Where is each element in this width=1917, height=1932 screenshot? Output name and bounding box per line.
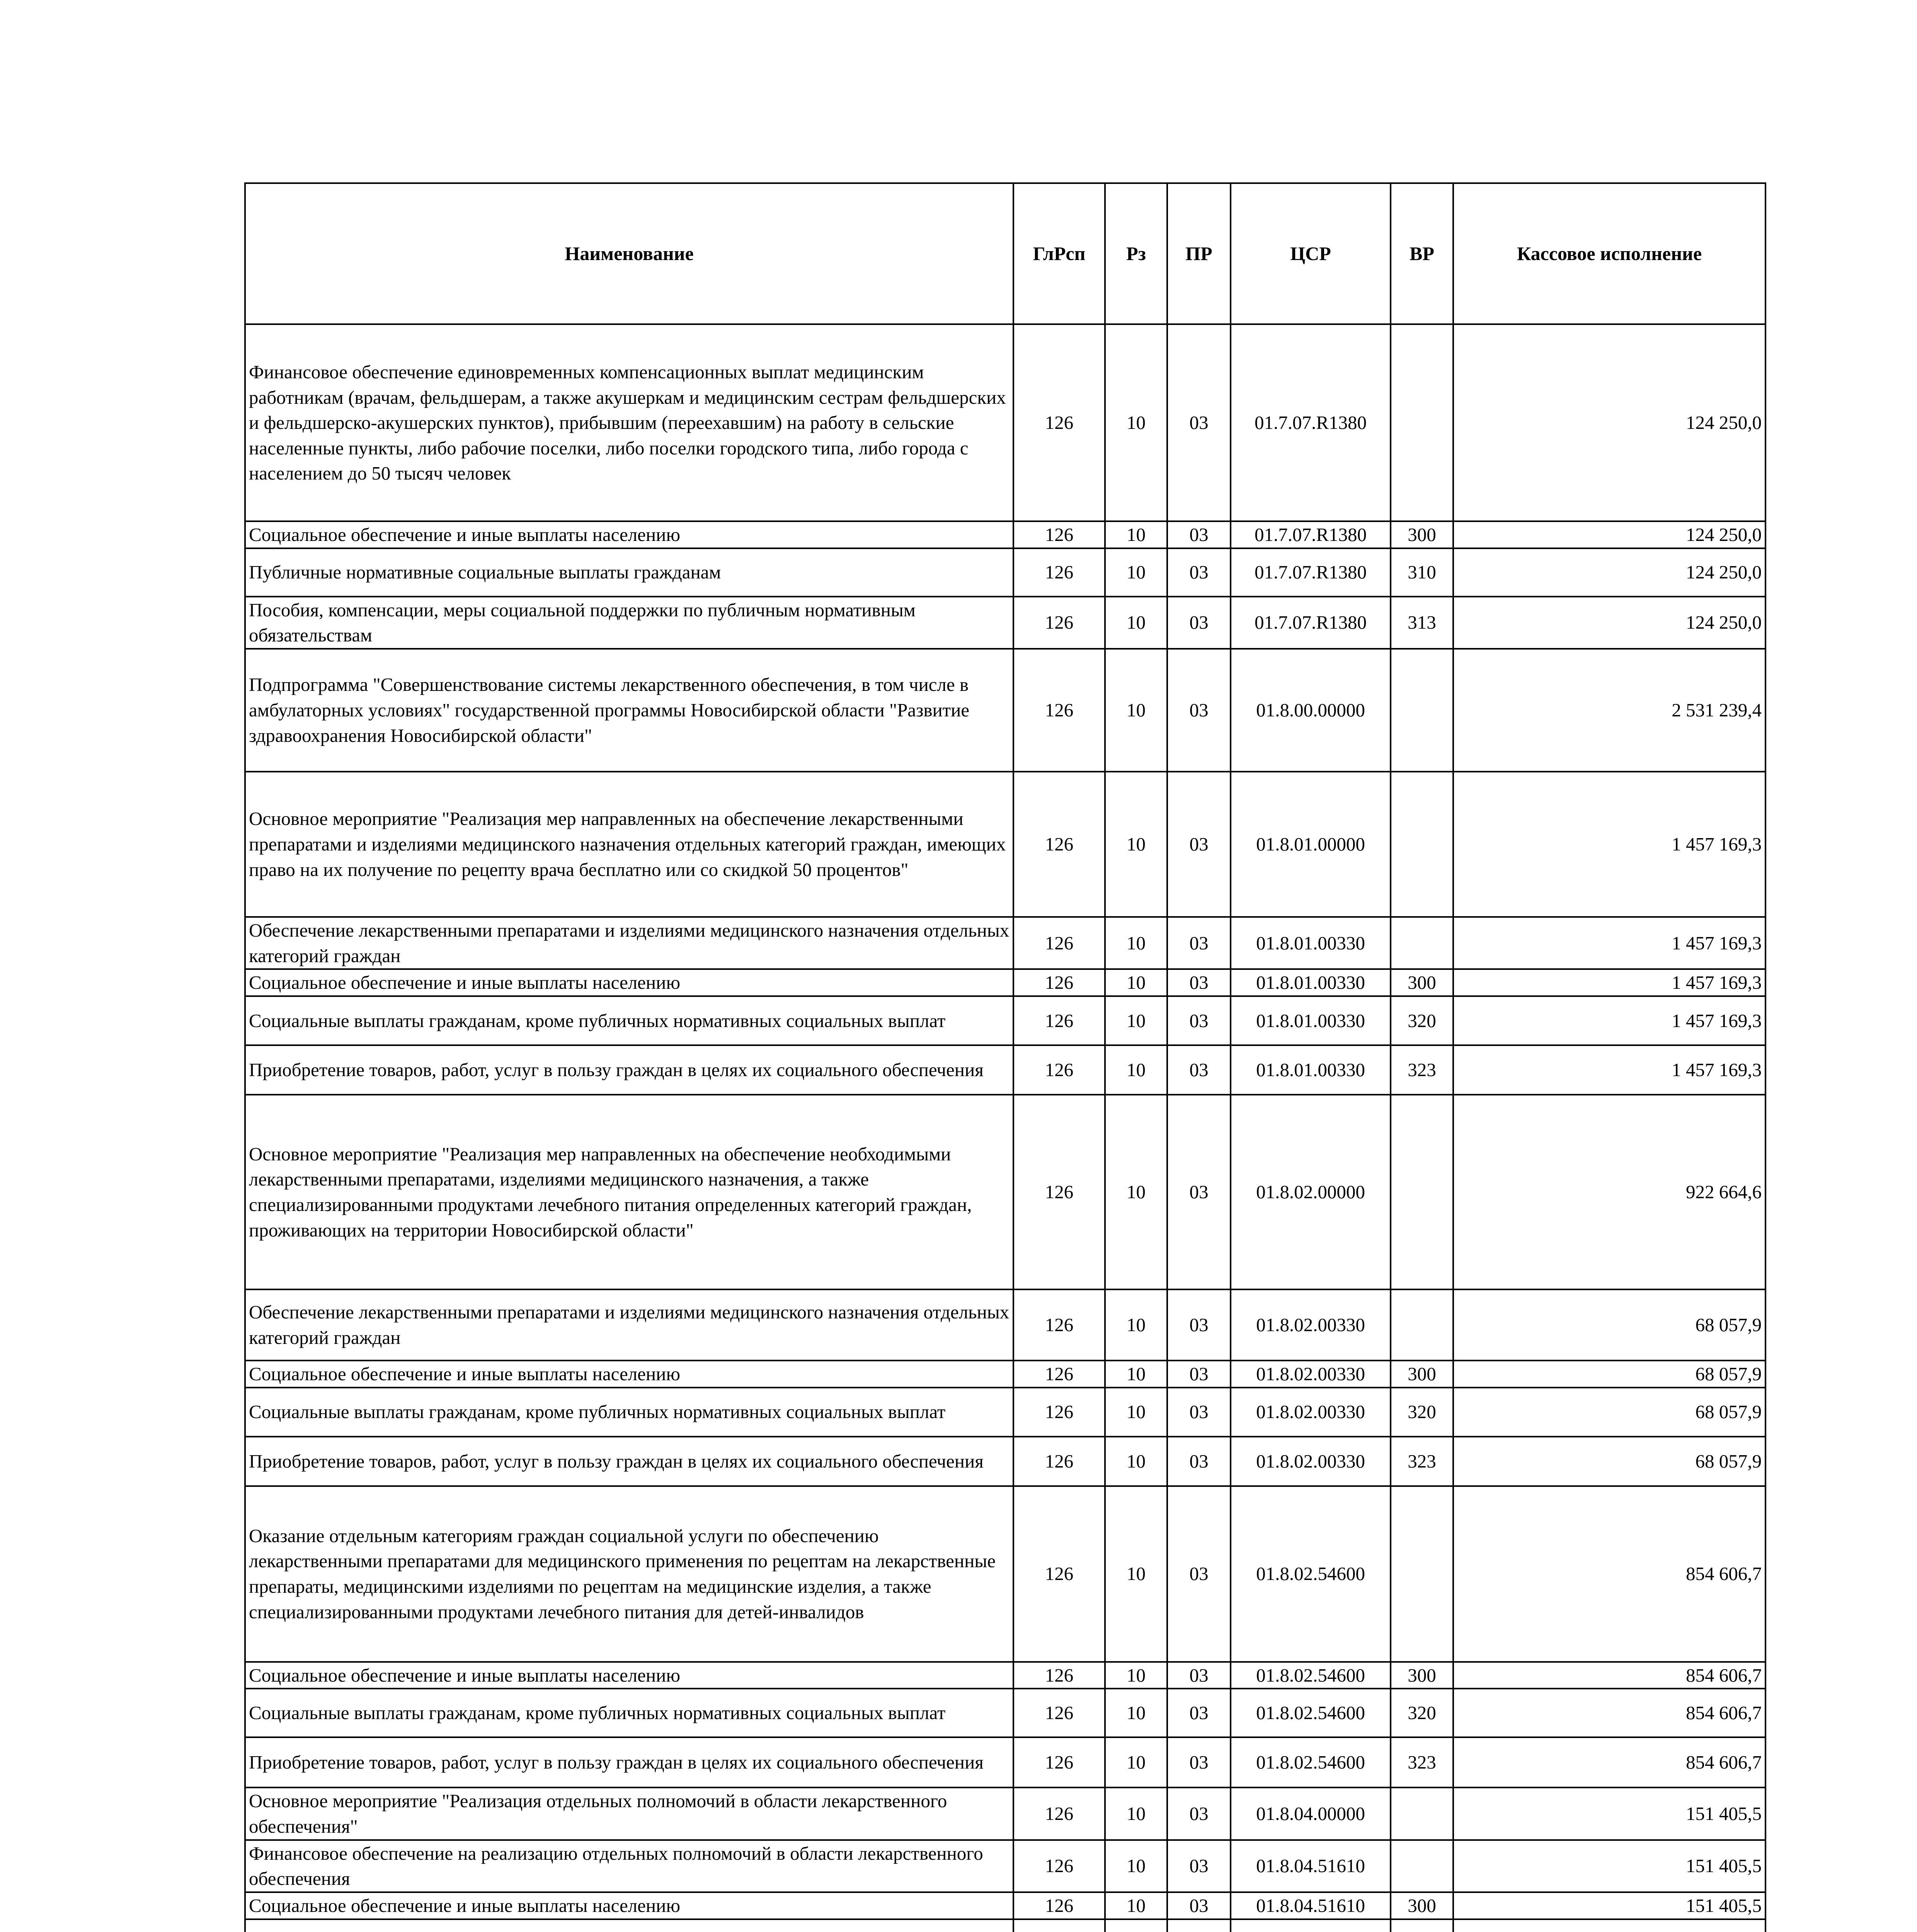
row-name xyxy=(245,1919,1013,1932)
row-rz: 10 xyxy=(1105,1437,1167,1486)
row-rz xyxy=(1105,1919,1167,1932)
row-name: Социальное обеспечение и иные выплаты населению xyxy=(245,1662,1013,1689)
table-row xyxy=(245,1437,1765,1486)
row-amount: 68 057,9 xyxy=(1453,1361,1765,1388)
row-pr xyxy=(1167,1919,1231,1932)
row-glrsp: 126 xyxy=(1013,1289,1105,1361)
row-vr: 320 xyxy=(1391,996,1453,1045)
row-csr: 01.8.00.00000 xyxy=(1231,649,1391,772)
row-name: Пособия, компенсации, меры социальной поддержки по публичным нормативным обязательствам xyxy=(245,597,1013,649)
row-name: Социальные выплаты гражданам, кроме публичных нормативных социальных выплат xyxy=(245,1689,1013,1737)
row-vr xyxy=(1391,1919,1453,1932)
row-pr: 03 xyxy=(1167,969,1231,996)
row-vr: 323 xyxy=(1391,1045,1453,1095)
row-csr: 01.8.02.00330 xyxy=(1231,1437,1391,1486)
table-row xyxy=(245,1689,1765,1737)
row-vr xyxy=(1391,1289,1453,1361)
row-glrsp xyxy=(1013,1919,1105,1932)
row-pr: 03 xyxy=(1167,1361,1231,1388)
row-vr xyxy=(1391,324,1453,521)
row-vr: 310 xyxy=(1391,548,1453,597)
row-pr: 03 xyxy=(1167,324,1231,521)
table-row xyxy=(245,649,1765,772)
row-pr: 03 xyxy=(1167,1437,1231,1486)
row-csr: 01.8.04.00000 xyxy=(1231,1787,1391,1840)
row-vr xyxy=(1391,1840,1453,1892)
row-vr: 300 xyxy=(1391,1361,1453,1388)
row-vr xyxy=(1391,1095,1453,1289)
row-glrsp: 126 xyxy=(1013,548,1105,597)
row-amount: 854 606,7 xyxy=(1453,1486,1765,1662)
row-csr: 01.8.01.00330 xyxy=(1231,917,1391,969)
row-rz: 10 xyxy=(1105,1689,1167,1737)
row-amount xyxy=(1453,1919,1765,1932)
table-row xyxy=(245,1737,1765,1787)
table-row xyxy=(245,324,1765,521)
row-pr: 03 xyxy=(1167,996,1231,1045)
row-amount: 68 057,9 xyxy=(1453,1289,1765,1361)
row-name: Социальное обеспечение и иные выплаты населению xyxy=(245,1892,1013,1919)
table-row xyxy=(245,597,1765,649)
row-pr: 03 xyxy=(1167,1486,1231,1662)
row-csr: 01.7.07.R1380 xyxy=(1231,521,1391,548)
row-amount: 151 405,5 xyxy=(1453,1840,1765,1892)
row-rz: 10 xyxy=(1105,649,1167,772)
row-glrsp: 126 xyxy=(1013,1840,1105,1892)
row-rz: 10 xyxy=(1105,1289,1167,1361)
table-row xyxy=(245,996,1765,1045)
row-pr: 03 xyxy=(1167,1095,1231,1289)
row-glrsp: 126 xyxy=(1013,917,1105,969)
row-glrsp: 126 xyxy=(1013,521,1105,548)
row-glrsp: 126 xyxy=(1013,597,1105,649)
row-amount: 124 250,0 xyxy=(1453,548,1765,597)
table-row xyxy=(245,772,1765,917)
row-csr: 01.8.02.00330 xyxy=(1231,1289,1391,1361)
row-name: Приобретение товаров, работ, услуг в пользу граждан в целях их социального обеспечения xyxy=(245,1045,1013,1095)
row-amount: 1 457 169,3 xyxy=(1453,917,1765,969)
row-amount: 1 457 169,3 xyxy=(1453,1045,1765,1095)
row-vr: 320 xyxy=(1391,1689,1453,1737)
table-row xyxy=(245,1840,1765,1892)
row-csr: 01.8.01.00330 xyxy=(1231,996,1391,1045)
row-csr: 01.8.04.51610 xyxy=(1231,1840,1391,1892)
table-row xyxy=(245,917,1765,969)
row-vr: 320 xyxy=(1391,1388,1453,1437)
row-name: Оказание отдельным категориям граждан социальной услуги по обеспечению лекарственными препаратами для медицинского применения по рецептам на лекарственные препараты, медицинскими изделиями по рецептам на медицинские изделия, а также специализированными продуктами лечебного питания для детей-инвалидов xyxy=(245,1486,1013,1662)
table-row xyxy=(245,1787,1765,1840)
row-vr xyxy=(1391,649,1453,772)
table-header-row xyxy=(245,183,1765,324)
row-amount: 124 250,0 xyxy=(1453,324,1765,521)
row-pr: 03 xyxy=(1167,1787,1231,1840)
header-name: Наименование xyxy=(245,183,1013,324)
row-pr: 03 xyxy=(1167,649,1231,772)
header-rz: Рз xyxy=(1105,183,1167,324)
row-csr: 01.8.02.54600 xyxy=(1231,1689,1391,1737)
row-amount: 922 664,6 xyxy=(1453,1095,1765,1289)
row-amount: 151 405,5 xyxy=(1453,1892,1765,1919)
row-csr xyxy=(1231,1919,1391,1932)
row-rz: 10 xyxy=(1105,917,1167,969)
row-vr: 300 xyxy=(1391,969,1453,996)
row-name: Приобретение товаров, работ, услуг в пользу граждан в целях их социального обеспечения xyxy=(245,1437,1013,1486)
table-row xyxy=(245,521,1765,548)
table-row xyxy=(245,548,1765,597)
row-rz: 10 xyxy=(1105,1840,1167,1892)
row-amount: 1 457 169,3 xyxy=(1453,969,1765,996)
header-amount: Кассовое исполнение xyxy=(1453,183,1765,324)
table-row xyxy=(245,1662,1765,1689)
table-row xyxy=(245,1045,1765,1095)
table-row xyxy=(245,1361,1765,1388)
row-rz: 10 xyxy=(1105,324,1167,521)
row-glrsp: 126 xyxy=(1013,1737,1105,1787)
row-rz: 10 xyxy=(1105,1361,1167,1388)
row-pr: 03 xyxy=(1167,548,1231,597)
row-name: Социальное обеспечение и иные выплаты населению xyxy=(245,969,1013,996)
row-glrsp: 126 xyxy=(1013,324,1105,521)
row-amount: 854 606,7 xyxy=(1453,1737,1765,1787)
row-vr xyxy=(1391,772,1453,917)
row-amount: 1 457 169,3 xyxy=(1453,772,1765,917)
row-pr: 03 xyxy=(1167,1737,1231,1787)
row-csr: 01.8.01.00330 xyxy=(1231,1045,1391,1095)
row-pr: 03 xyxy=(1167,1892,1231,1919)
row-amount: 854 606,7 xyxy=(1453,1689,1765,1737)
row-csr: 01.8.01.00330 xyxy=(1231,969,1391,996)
row-csr: 01.7.07.R1380 xyxy=(1231,324,1391,521)
header-vr: ВР xyxy=(1391,183,1453,324)
row-vr: 323 xyxy=(1391,1737,1453,1787)
row-amount: 68 057,9 xyxy=(1453,1437,1765,1486)
row-glrsp: 126 xyxy=(1013,1437,1105,1486)
row-name: Социальное обеспечение и иные выплаты населению xyxy=(245,1361,1013,1388)
row-glrsp: 126 xyxy=(1013,1787,1105,1840)
row-csr: 01.8.02.54600 xyxy=(1231,1737,1391,1787)
budget-table xyxy=(244,182,1766,1932)
row-pr: 03 xyxy=(1167,1289,1231,1361)
row-glrsp: 126 xyxy=(1013,1892,1105,1919)
row-rz: 10 xyxy=(1105,521,1167,548)
row-pr: 03 xyxy=(1167,917,1231,969)
row-vr xyxy=(1391,917,1453,969)
row-name: Социальные выплаты гражданам, кроме публичных нормативных социальных выплат xyxy=(245,996,1013,1045)
row-rz: 10 xyxy=(1105,772,1167,917)
row-rz: 10 xyxy=(1105,996,1167,1045)
row-rz: 10 xyxy=(1105,1045,1167,1095)
row-pr: 03 xyxy=(1167,521,1231,548)
row-csr: 01.8.04.51610 xyxy=(1231,1892,1391,1919)
row-amount: 2 531 239,4 xyxy=(1453,649,1765,772)
row-name: Публичные нормативные социальные выплаты гражданам xyxy=(245,548,1013,597)
row-name: Основное мероприятие "Реализация мер направленных на обеспечение необходимыми лекарственными препаратами, изделиями медицинского назначения, а также специализированными продуктами лечебного питания определенных категорий граждан, проживающих на территории Новосибирской области" xyxy=(245,1095,1013,1289)
row-rz: 10 xyxy=(1105,1737,1167,1787)
row-rz: 10 xyxy=(1105,1388,1167,1437)
row-amount: 151 405,5 xyxy=(1453,1787,1765,1840)
table-row xyxy=(245,1892,1765,1919)
table-body xyxy=(245,324,1765,1932)
row-csr: 01.8.02.54600 xyxy=(1231,1486,1391,1662)
row-amount: 124 250,0 xyxy=(1453,521,1765,548)
row-name: Финансовое обеспечение на реализацию отдельных полномочий в области лекарственного обеспечения xyxy=(245,1840,1013,1892)
row-name: Финансовое обеспечение единовременных компенсационных выплат медицинским работникам (врачам, фельдшерам, а также акушеркам и медицинским сестрам фельдшерских и фельдшерско-акушерских пунктов), прибывшим (переехавшим) на работу в сельские населенные пункты, либо рабочие поселки, либо поселки городского типа, либо города с населением до 50 тысяч человек xyxy=(245,324,1013,521)
row-glrsp: 126 xyxy=(1013,1689,1105,1737)
row-rz: 10 xyxy=(1105,548,1167,597)
row-rz: 10 xyxy=(1105,1486,1167,1662)
table-row xyxy=(245,1289,1765,1361)
row-pr: 03 xyxy=(1167,1388,1231,1437)
row-csr: 01.7.07.R1380 xyxy=(1231,597,1391,649)
row-csr: 01.8.02.00330 xyxy=(1231,1388,1391,1437)
row-pr: 03 xyxy=(1167,772,1231,917)
row-vr xyxy=(1391,1787,1453,1840)
table-row xyxy=(245,969,1765,996)
row-glrsp: 126 xyxy=(1013,1045,1105,1095)
row-name: Социальное обеспечение и иные выплаты населению xyxy=(245,521,1013,548)
table-row xyxy=(245,1486,1765,1662)
row-rz: 10 xyxy=(1105,969,1167,996)
row-amount: 68 057,9 xyxy=(1453,1388,1765,1437)
row-rz: 10 xyxy=(1105,1095,1167,1289)
row-pr: 03 xyxy=(1167,1689,1231,1737)
row-name: Социальные выплаты гражданам, кроме публичных нормативных социальных выплат xyxy=(245,1388,1013,1437)
row-name: Подпрограмма "Совершенствование системы лекарственного обеспечения, в том числе в амбулаторных условиях" государственной программы Новосибирской области "Развитие здравоохранения Новосибирской области" xyxy=(245,649,1013,772)
row-vr: 313 xyxy=(1391,597,1453,649)
header-csr: ЦСР xyxy=(1231,183,1391,324)
table-row xyxy=(245,1388,1765,1437)
row-csr: 01.8.01.00000 xyxy=(1231,772,1391,917)
row-vr xyxy=(1391,1486,1453,1662)
row-rz: 10 xyxy=(1105,1892,1167,1919)
table-row xyxy=(245,1095,1765,1289)
row-glrsp: 126 xyxy=(1013,649,1105,772)
row-rz: 10 xyxy=(1105,1662,1167,1689)
row-pr: 03 xyxy=(1167,597,1231,649)
row-rz: 10 xyxy=(1105,597,1167,649)
row-csr: 01.7.07.R1380 xyxy=(1231,548,1391,597)
row-glrsp: 126 xyxy=(1013,1662,1105,1689)
header-pr: ПР xyxy=(1167,183,1231,324)
row-amount: 854 606,7 xyxy=(1453,1662,1765,1689)
row-csr: 01.8.02.00330 xyxy=(1231,1361,1391,1388)
row-glrsp: 126 xyxy=(1013,969,1105,996)
row-amount: 124 250,0 xyxy=(1453,597,1765,649)
row-vr: 300 xyxy=(1391,1892,1453,1919)
row-name: Обеспечение лекарственными препаратами и изделиями медицинского назначения отдельных категорий граждан xyxy=(245,917,1013,969)
row-glrsp: 126 xyxy=(1013,996,1105,1045)
row-glrsp: 126 xyxy=(1013,1486,1105,1662)
row-glrsp: 126 xyxy=(1013,772,1105,917)
header-glrsp: ГлРсп xyxy=(1013,183,1105,324)
row-pr: 03 xyxy=(1167,1045,1231,1095)
row-pr: 03 xyxy=(1167,1840,1231,1892)
row-vr: 323 xyxy=(1391,1437,1453,1486)
row-vr: 300 xyxy=(1391,1662,1453,1689)
row-vr: 300 xyxy=(1391,521,1453,548)
row-pr: 03 xyxy=(1167,1662,1231,1689)
row-name: Основное мероприятие "Реализация отдельных полномочий в области лекарственного обеспечения" xyxy=(245,1787,1013,1840)
table-row xyxy=(245,1919,1765,1932)
row-glrsp: 126 xyxy=(1013,1095,1105,1289)
row-glrsp: 126 xyxy=(1013,1361,1105,1388)
row-csr: 01.8.02.00000 xyxy=(1231,1095,1391,1289)
row-csr: 01.8.02.54600 xyxy=(1231,1662,1391,1689)
row-name: Приобретение товаров, работ, услуг в пользу граждан в целях их социального обеспечения xyxy=(245,1737,1013,1787)
row-name: Основное мероприятие "Реализация мер направленных на обеспечение лекарственными препаратами и изделиями медицинского назначения отдельных категорий граждан, имеющих право на их получение по рецепту врача бесплатно или со скидкой 50 процентов" xyxy=(245,772,1013,917)
row-name: Обеспечение лекарственными препаратами и изделиями медицинского назначения отдельных категорий граждан xyxy=(245,1289,1013,1361)
row-amount: 1 457 169,3 xyxy=(1453,996,1765,1045)
row-glrsp: 126 xyxy=(1013,1388,1105,1437)
row-rz: 10 xyxy=(1105,1787,1167,1840)
